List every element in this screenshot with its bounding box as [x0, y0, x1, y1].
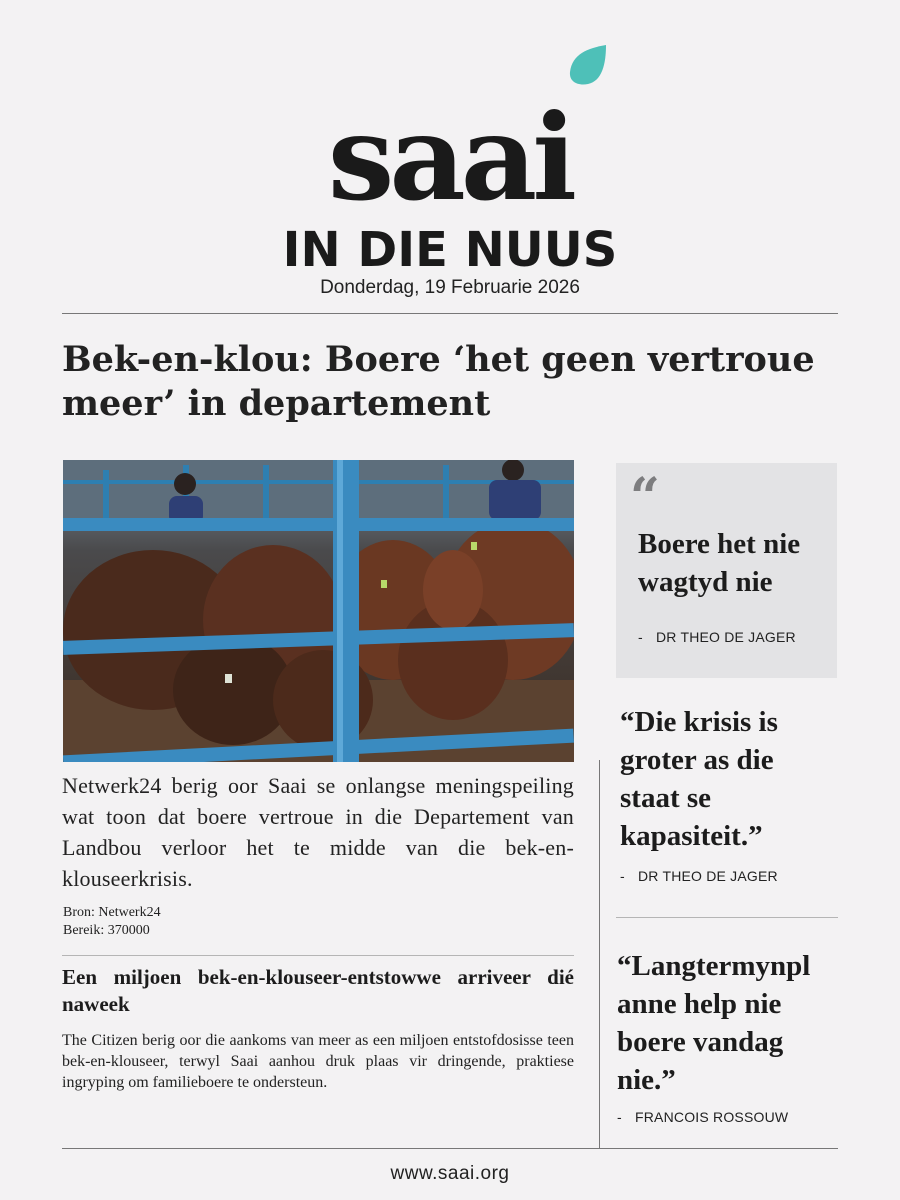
- column-divider: [599, 760, 600, 1148]
- story-divider: [62, 955, 574, 956]
- secondary-body: The Citizen berig oor die aankoms van meer as een miljoen entstofdosisse teen bek-en-klouseer, terwyl Saai aanhou druk plaas vir dringende, praktiese ingryping om familieboere te ondersteun.: [62, 1032, 574, 1091]
- saai-logo: saai: [327, 88, 573, 227]
- quote-text: Boere het nie wagtyd nie: [638, 528, 801, 598]
- quote-divider: [616, 917, 838, 918]
- website-link[interactable]: www.saai.org: [390, 1163, 510, 1184]
- quote-author-name: FRANCOIS ROSSOUW: [635, 1109, 789, 1125]
- footer-divider: [62, 1148, 838, 1149]
- cattle-photo: [63, 460, 574, 762]
- quote-mark-icon: “: [630, 467, 660, 528]
- quote-text: “Die krisis is groter as die staat se kapasiteit.”: [620, 706, 778, 852]
- article-source: Bron: Netwerk24: [63, 905, 161, 920]
- quote-author-name: DR THEO DE JAGER: [638, 868, 778, 884]
- quote-author: - DR THEO DE JAGER: [620, 868, 778, 884]
- article-summary: Netwerk24 berig oor Saai se onlangse meningspeiling wat toon dat boere vertroue in die Departement van Landbou verloor het te midde van die bek-en-klouseerkrisis.: [62, 773, 574, 891]
- quote-text: “Langtermynpl anne help nie boere vandag nie.”: [617, 950, 811, 1096]
- article-reach: Bereik: 370000: [63, 923, 150, 938]
- section-title: IN DIE NUUS: [282, 222, 618, 278]
- issue-date: Donderdag, 19 Februarie 2026: [320, 277, 580, 298]
- masthead-divider: [62, 313, 838, 314]
- secondary-headline: Een miljoen bek-en-klouseer-entstowwe arriveer dié naweek: [62, 965, 574, 1016]
- logo-leaf-icon: [568, 44, 608, 88]
- main-headline: Bek-en-klou: Boere ‘het geen vertroue meer’ in departement: [62, 339, 815, 424]
- quote-author: - FRANCOIS ROSSOUW: [617, 1109, 789, 1125]
- quote-author: - DR THEO DE JAGER: [638, 629, 796, 645]
- quote-author-name: DR THEO DE JAGER: [656, 629, 796, 645]
